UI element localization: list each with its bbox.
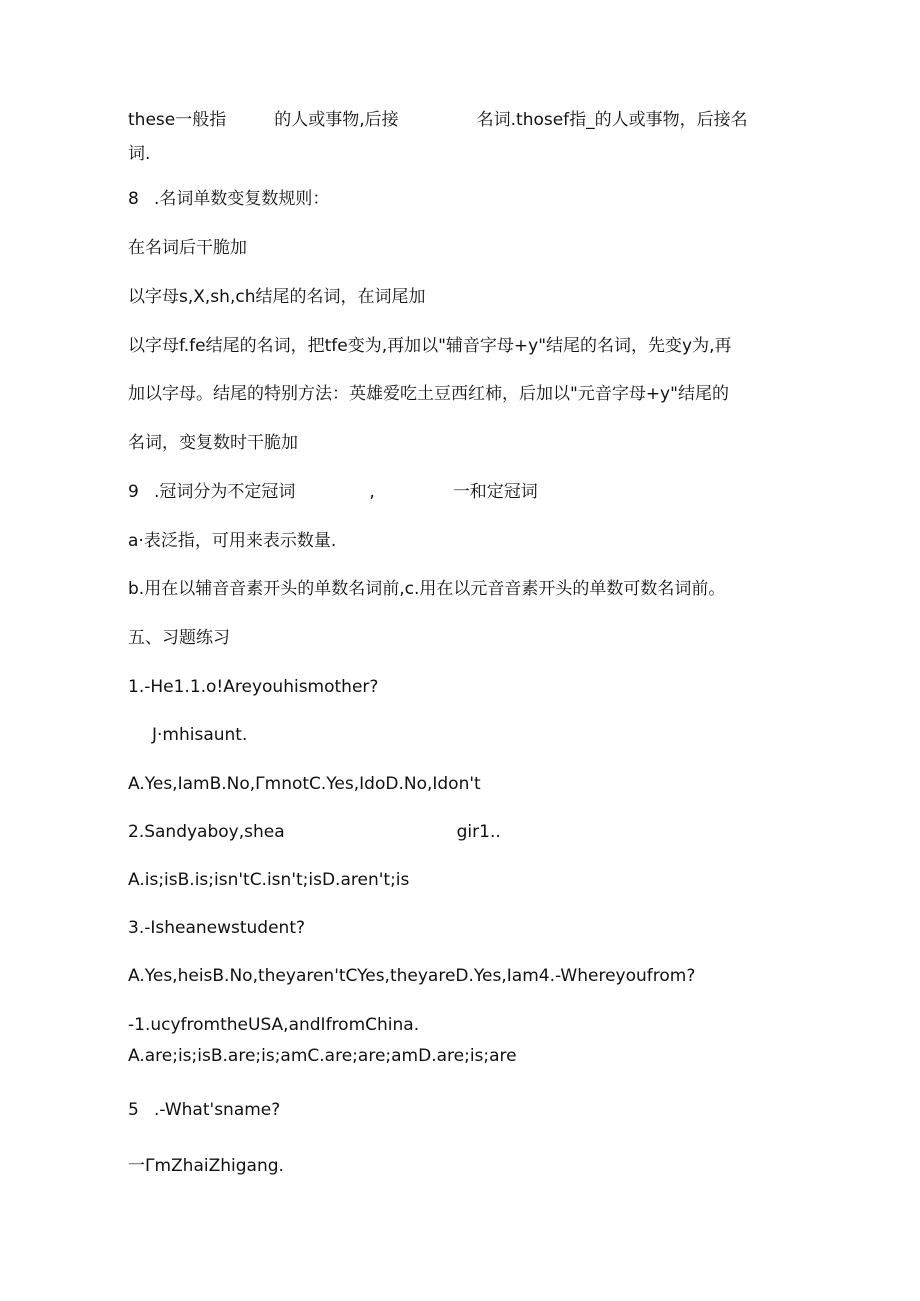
text-line-rule-e	[128, 431, 298, 455]
question-3-options	[128, 964, 695, 988]
question-1-reply: J·mhisaunt.	[152, 725, 248, 745]
question-4-reply: -1.ucyfromtheUSA,andIfromChina.	[128, 1015, 420, 1035]
text-comma: ,	[369, 482, 375, 502]
text-add-s: 在名词后干脆加	[128, 238, 247, 258]
question-4-answer	[128, 1013, 419, 1037]
text-plural-rules: .名词单数变复数规则：	[154, 189, 330, 209]
question-5-text: .-What'sname?	[154, 1100, 281, 1120]
question-1	[128, 675, 378, 699]
item-number-5: 5	[128, 1100, 139, 1120]
question-2	[128, 820, 501, 844]
text-line-article-9	[128, 480, 538, 504]
text-line-rule-8	[128, 187, 329, 211]
text-line-article-a	[128, 529, 336, 553]
text-line-these-those	[128, 108, 748, 132]
text-these: these一般指	[128, 110, 227, 130]
question-1-options	[128, 772, 481, 796]
text-noun-cont: 词.	[128, 144, 151, 164]
text-people-things-1: 的人或事物,后接	[274, 110, 399, 130]
text-o-rule: 加以字母。结尾的特别方法：英雄爱吃土豆西红柿，后加以"元音字母+y"结尾的	[128, 384, 729, 404]
text-articles: .冠词分为不定冠词	[154, 482, 296, 502]
question-1-text: 1.-He1.1.o!Areyouhismother?	[128, 677, 379, 697]
text-line-rule-c	[128, 334, 732, 358]
item-number-8: 8	[128, 189, 139, 209]
text-line-article-b	[128, 577, 725, 601]
item-number-9: 9	[128, 482, 139, 502]
question-5-answer	[128, 1154, 284, 1178]
question-3-choices: A.Yes,heisB.No,theyaren'tCYes,theyareD.Yes,Iam4.-Whereyoufrom?	[128, 966, 696, 986]
question-2-text-end: gir1..	[456, 822, 501, 842]
text-line-rule-a	[128, 236, 247, 260]
question-2-choices: A.is;isB.is;isn'tC.isn't;isD.aren't;is	[128, 870, 410, 890]
text-line-rule-d	[128, 382, 729, 406]
question-1-answer	[152, 723, 247, 747]
question-4-choices: A.are;is;isB.are;is;amC.are;are;amD.are;is;are	[128, 1046, 517, 1066]
question-2-text: 2.Sandyaboy,shea	[128, 822, 285, 842]
question-2-options	[128, 868, 409, 892]
text-f-fe-rule: 以字母f.fe结尾的名词，把tfe变为,再加以"辅音字母+y"结尾的名词，先变y为,再	[128, 336, 732, 356]
question-5	[128, 1098, 280, 1122]
text-vowel-y-rule: 名词，变复数时干脆加	[128, 433, 298, 453]
text-definite-article: 一和定冠词	[452, 482, 538, 502]
text-those: 名词.thosef指_的人或事物，后接名	[476, 110, 748, 130]
question-4-options	[128, 1044, 517, 1068]
text-line-rule-b	[128, 285, 425, 309]
question-5-reply: 一ΓmZhaiZhigang.	[128, 1156, 284, 1176]
question-1-choices: A.Yes,IamB.No,ΓmnotC.Yes,IdoD.No,Idon't	[128, 774, 481, 794]
text-add-es: 以字母s,X,sh,ch结尾的名词，在词尾加	[128, 287, 426, 307]
section-heading-exercises	[128, 626, 230, 650]
section-title: 五、习题练习	[128, 628, 230, 648]
question-3-text: 3.-Isheanewstudent?	[128, 918, 306, 938]
text-a-an-usage: b.用在以辅音音素开头的单数名词前,c.用在以元音音素开头的单数可数名词前。	[128, 579, 726, 599]
text-line-continuation	[128, 142, 150, 166]
text-indefinite-meaning: a·表泛指，可用来表示数量.	[128, 531, 337, 551]
question-3	[128, 916, 305, 940]
